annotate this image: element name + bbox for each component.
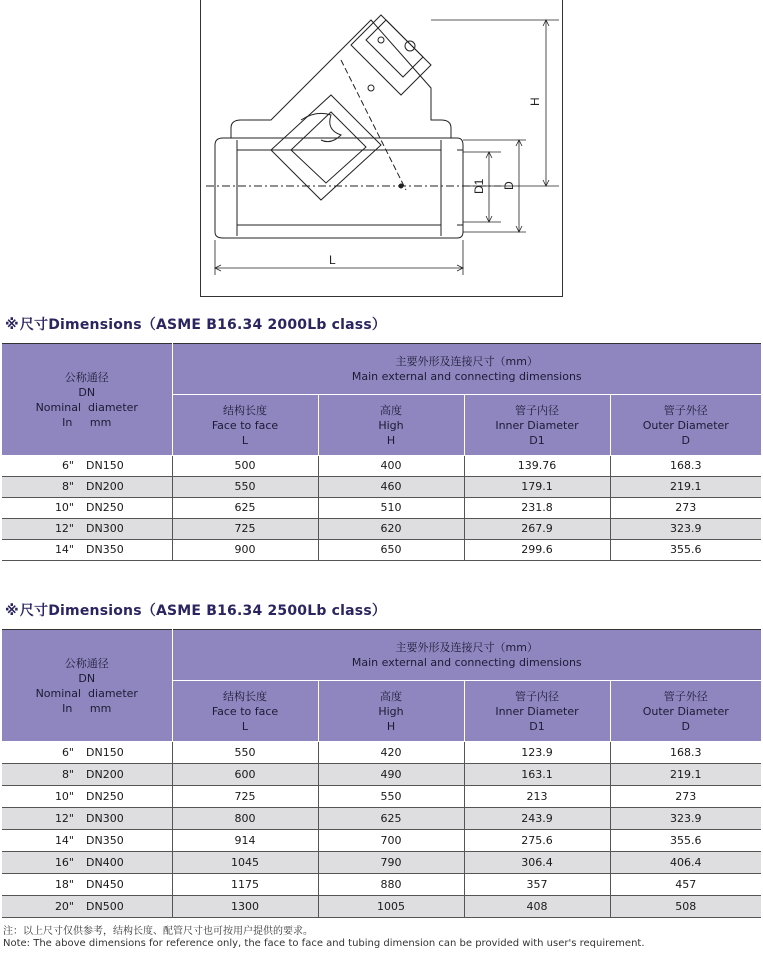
cell-d: 508 [610,896,761,918]
size-inch: 6" [61,746,74,759]
header-line: Nominal diameter [35,400,138,414]
cell-l: 550 [172,742,318,764]
title-paren-open: （ [141,317,156,333]
header-line: 高度 [380,689,402,703]
reference-mark: ※ [5,603,19,619]
header-line: D [681,433,690,447]
header-line: High [378,704,404,718]
cell-d: 457 [610,874,761,896]
cell-l: 725 [172,786,318,808]
size-dn: DN300 [86,812,124,825]
cell-l: 550 [172,477,318,498]
nominal-diameter-cell [2,540,172,561]
size-dn: DN150 [86,746,124,759]
cell-l: 725 [172,519,318,540]
nominal-diameter-cell [2,519,172,540]
column-header-l [172,395,318,456]
cell-h: 790 [318,852,464,874]
header-line: 高度 [380,403,402,417]
cell-d: 406.4 [610,852,761,874]
size-dn: DN350 [86,834,124,847]
title-paren-close: ） [371,317,387,333]
header-line: Main external and connecting dimensions [351,370,582,383]
header-line: 管子内径 [515,403,559,417]
dim-label-D1: D1 [472,178,486,194]
header-line: 主要外形及连接尺寸（mm） [395,355,538,368]
header-line: 公称通径 [64,370,109,384]
main-dimensions-header [172,344,761,395]
cell-d1: 306.4 [464,852,610,874]
nominal-diameter-cell [2,874,172,896]
cell-d: 168.3 [610,742,761,764]
cell-h: 620 [318,519,464,540]
dim-label-D: D [502,181,516,190]
table-row [2,540,761,561]
cell-h: 490 [318,764,464,786]
header-line: L [241,719,249,733]
header-line: 管子内径 [515,689,559,703]
column-header-h [318,681,464,742]
table-row [2,896,761,918]
size-inch: 18" [54,878,74,891]
title-paren-open: （ [141,603,156,619]
header-line: L [241,433,249,447]
dimensions-table-2000lb [2,343,761,561]
nominal-diameter-cell [2,896,172,918]
table-row [2,830,761,852]
note-cn: 注：以上尺寸仅供参考，结构长度、配管尺寸也可按用户提供的要求。 [3,926,313,937]
header-line: D [681,719,690,733]
header-line: DN [78,385,96,399]
header-line: Main external and connecting dimensions [351,656,582,669]
column-header-l [172,681,318,742]
cell-h: 625 [318,808,464,830]
dim-label-H: H [528,97,542,106]
cell-d1: 267.9 [464,519,610,540]
size-dn: DN300 [86,522,124,535]
size-inch: 14" [54,834,74,847]
header-line: 结构长度 [223,689,267,703]
size-dn: DN200 [86,768,124,781]
cell-d: 168.3 [610,456,761,477]
size-inch: 12" [54,812,74,825]
cell-d1: 231.8 [464,498,610,519]
header-line: DN [78,671,96,685]
size-dn: DN250 [86,501,124,514]
table-row [2,477,761,498]
nominal-diameter-header [2,344,172,456]
header-line: In mm [62,701,112,715]
cell-l: 625 [172,498,318,519]
cell-h: 650 [318,540,464,561]
valve-drawing [200,0,563,297]
table-row [2,456,761,477]
size-dn: DN500 [86,900,124,913]
cell-h: 400 [318,456,464,477]
size-dn: DN400 [86,856,124,869]
header-line: H [386,433,396,447]
cell-h: 1005 [318,896,464,918]
table-row [2,742,761,764]
table-row [2,519,761,540]
header-line: Nominal diameter [35,686,138,700]
nominal-diameter-cell [2,456,172,477]
cell-h: 460 [318,477,464,498]
table-row [2,874,761,896]
title-class: ASME B16.34 2500Lb class [155,603,372,619]
size-inch: 10" [54,501,74,514]
nominal-diameter-cell [2,477,172,498]
header-line: Inner Diameter [495,704,579,718]
cell-l: 1175 [172,874,318,896]
table-row [2,786,761,808]
cell-h: 420 [318,742,464,764]
cell-d: 355.6 [610,830,761,852]
cell-d: 323.9 [610,808,761,830]
header-line: 管子外径 [663,689,708,703]
column-header-d [610,681,761,742]
size-dn: DN150 [86,459,124,472]
header-line: H [386,719,396,733]
nominal-diameter-cell [2,786,172,808]
cell-d1: 243.9 [464,808,610,830]
cell-l: 900 [172,540,318,561]
dim-label-L: L [329,253,336,267]
section-title-2500lb [5,600,386,620]
cell-h: 550 [318,786,464,808]
title-cn: 尺寸 [19,317,49,333]
header-row-top [2,344,761,395]
table-row [2,764,761,786]
table-row [2,498,761,519]
header-line: 结构长度 [223,403,267,417]
cell-l: 600 [172,764,318,786]
header-line: 主要外形及连接尺寸（mm） [395,641,538,654]
column-header-h [318,395,464,456]
main-dimensions-header [172,630,761,681]
cell-d: 323.9 [610,519,761,540]
cell-d1: 123.9 [464,742,610,764]
cell-h: 700 [318,830,464,852]
cell-d1: 299.6 [464,540,610,561]
reference-mark: ※ [5,317,19,333]
size-inch: 12" [54,522,74,535]
header-line: Inner Diameter [495,418,579,432]
size-inch: 16" [54,856,74,869]
cell-d: 355.6 [610,540,761,561]
cell-l: 800 [172,808,318,830]
cell-l: 500 [172,456,318,477]
nominal-diameter-cell [2,852,172,874]
nominal-diameter-cell [2,830,172,852]
cell-l: 1300 [172,896,318,918]
header-line: Face to face [211,418,279,432]
cell-d: 219.1 [610,764,761,786]
nominal-diameter-cell [2,498,172,519]
cell-l: 1045 [172,852,318,874]
header-line: 管子外径 [663,403,708,417]
cell-d1: 408 [464,896,610,918]
title-cn: 尺寸 [19,603,49,619]
note-en: Note: The above dimensions for reference only, the face to face and tubing dimension can be provided with user's requirement. [3,938,645,949]
header-line: Face to face [211,704,279,718]
table-row [2,808,761,830]
section-title-2000lb [5,314,386,334]
title-en: Dimensions [48,317,142,333]
cell-d1: 179.1 [464,477,610,498]
header-line: Outer Diameter [642,418,729,432]
table-row [2,852,761,874]
header-line: D1 [529,719,545,733]
size-inch: 8" [61,768,74,781]
size-inch: 6" [61,459,74,472]
title-paren-close: ） [371,603,387,619]
dimensions-table-2500lb [2,629,761,918]
title-en: Dimensions [48,603,142,619]
cell-h: 880 [318,874,464,896]
cell-l: 914 [172,830,318,852]
header-line: 公称通径 [64,656,109,670]
nominal-diameter-header [2,630,172,742]
cell-d1: 163.1 [464,764,610,786]
header-row-top [2,630,761,681]
size-inch: 10" [54,790,74,803]
column-header-d [610,395,761,456]
column-header-d1 [464,395,610,456]
cell-d1: 213 [464,786,610,808]
header-line: D1 [529,433,545,447]
size-inch: 20" [54,900,74,913]
cell-d1: 357 [464,874,610,896]
cell-d: 219.1 [610,477,761,498]
nominal-diameter-cell [2,764,172,786]
size-inch: 8" [61,480,74,493]
header-line: High [378,418,404,432]
header-line: In mm [62,415,112,429]
cell-h: 510 [318,498,464,519]
size-dn: DN350 [86,543,124,556]
title-class: ASME B16.34 2000Lb class [155,317,372,333]
header-line: Outer Diameter [642,704,729,718]
nominal-diameter-cell [2,808,172,830]
size-dn: DN200 [86,480,124,493]
y-strainer-drawing [201,0,564,297]
cell-d1: 275.6 [464,830,610,852]
size-inch: 14" [54,543,74,556]
nominal-diameter-cell [2,742,172,764]
column-header-d1 [464,681,610,742]
size-dn: DN250 [86,790,124,803]
cell-d1: 139.76 [464,456,610,477]
cell-d: 273 [610,786,761,808]
size-dn: DN450 [86,878,124,891]
cell-d: 273 [610,498,761,519]
